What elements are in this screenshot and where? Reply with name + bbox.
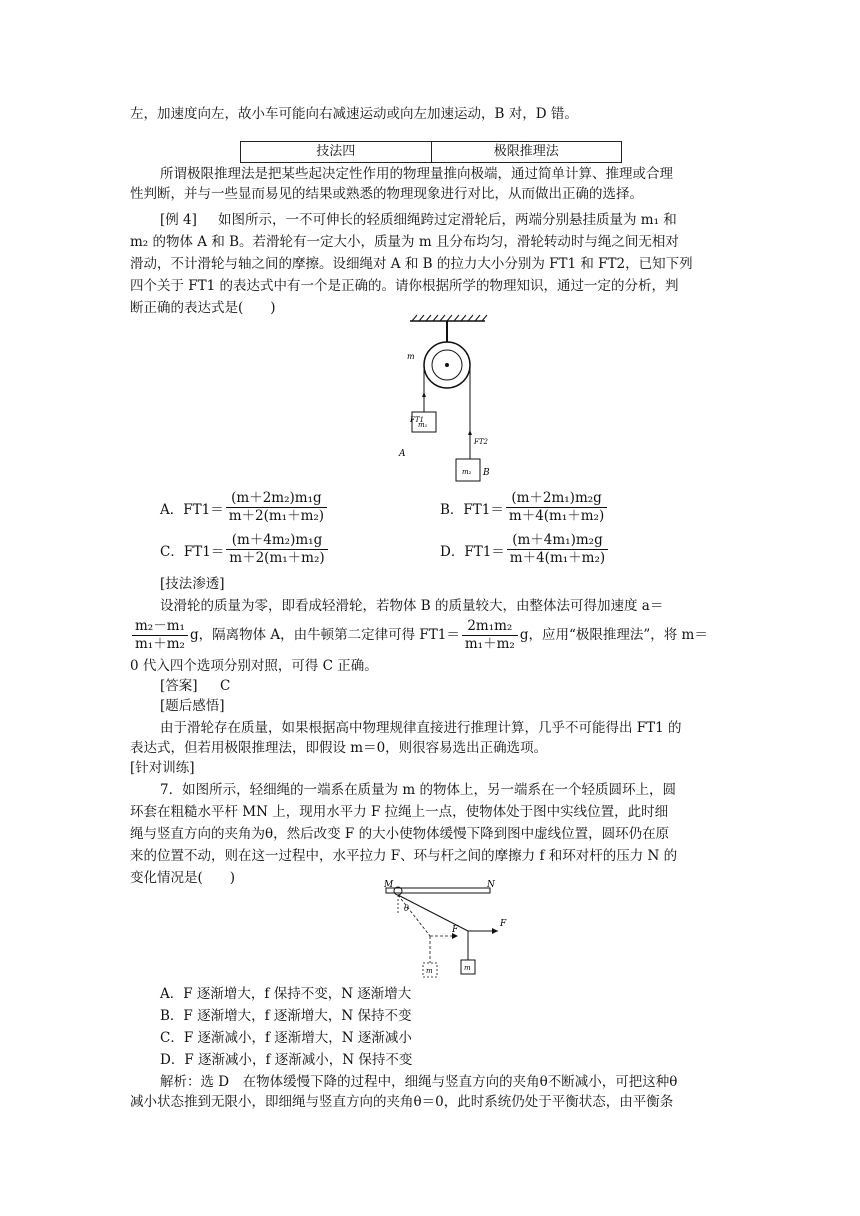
option-d[interactable]: D．F 逐渐减小，f 逐渐减小，N 保持不变 [160,1052,413,1068]
text-line: 左，加速度向左，故小车可能向右减速运动或向左加速运动，B 对，D 错。 [130,106,578,122]
block-a-letter: A [399,449,406,459]
technique-table [240,141,622,163]
technique-name: 极限推理法 [493,144,559,159]
denominator: m＋4(m₁＋m₂) [509,550,606,566]
numerator: 2m₁m₂ [462,618,518,636]
mass-label-dashed: m [426,967,433,975]
example-tag: [例 4] [160,212,197,228]
option-b[interactable] [440,490,609,525]
force-f-solid: F [500,919,507,929]
text-line [130,616,708,654]
answer-tag: [答案] [160,678,198,694]
text-line: 如图所示，一不可伸长的轻质细绳跨过定滑轮后，两端分别悬挂质量为 m₁ 和 [218,212,677,228]
label-n: N [487,880,495,890]
fraction [507,532,608,567]
option-b[interactable]: B．F 逐渐增大，f 逐渐增大，N 保持不变 [160,1008,412,1024]
option-c[interactable] [160,532,330,567]
section-tag: [针对训练] [130,760,195,776]
denominator: m＋4(m₁＋m₂) [508,508,605,524]
block-b-letter: B [483,468,490,478]
text-line: 性判断，并与一些显而易见的结果或熟悉的物理现象进行对比，从而做出正确的选择。 [130,186,643,202]
text-line: 四个关于 FT1 的表达式中有一个是正确的。请你根据所学的物理知识，通过一定的分析，判 [130,278,679,294]
text-line: 设滑轮的质量为零，即看成轻滑轮，若物体 B 的质量较大，由整体法可得加速度 a＝ [160,598,664,614]
text-line: 解析：选 D 在物体缓慢下降的过程中，细绳与竖直方向的夹角θ不断减小，可把这种θ [160,1074,678,1090]
tension-t1-label: FT1 [410,416,424,424]
section-tag: [技法渗透] [160,576,225,592]
text-line: 来的位置不动，则在这一过程中，水平拉力 F、环与杆之间的摩擦力 f 和环对杆的压力 N 的 [130,848,678,864]
denominator: m＋2(m₁＋m₂) [229,550,325,566]
text-line: 所谓极限推理法是把某些起决定性作用的物理量推向极端，通过简单计算、推理或合理 [160,166,673,182]
block-b-mass: m₂ [462,468,472,476]
numerator: (m＋2m₁)m₂g [506,490,607,508]
numerator: (m＋4m₂)m₁g [226,532,327,550]
fraction [226,532,327,567]
block-a-mass: m₁ [418,421,428,429]
mass-label-solid: m [464,964,471,972]
numerator: m₂－m₁ [132,618,188,636]
tension-t2-label: FT2 [474,438,488,446]
ring-rod-figure [380,878,540,983]
numerator: (m＋4m₁)m₂g [507,532,608,550]
text-line: 变化情况是( ) [130,870,236,886]
text-line: 表达式，但若用极限推理法，即假设 m＝0，则很容易选出正确选项。 [130,740,548,756]
pulley-mass-label: m [407,352,415,361]
pulley-figure [395,312,505,487]
denominator: m₁＋m₂ [135,636,185,652]
option-label: B．FT1＝ [440,501,504,518]
text-line: 0 代入四个选项分别对照，可得 C 正确。 [130,658,378,674]
fraction [462,618,518,653]
text-line: 滑动，不计滑轮与轴之间的摩擦。设细绳对 A 和 B 的拉力大小分别为 FT1 和 FT2，已知下列 [130,256,693,272]
option-c[interactable]: C．F 逐渐减小，f 逐渐增大，N 逐渐减小 [160,1030,412,1046]
denominator: m＋2(m₁＋m₂) [228,508,325,524]
angle-theta: θ [404,904,409,913]
text-line: 7．如图所示，轻细绳的一端系在质量为 m 的物体上，另一端系在一个轻质圆环上，圆 [160,782,676,798]
numerator: (m＋2m₂)m₁g [226,490,327,508]
option-a[interactable]: A．F 逐渐增大，f 保持不变，N 逐渐增大 [160,986,412,1002]
denominator: m₁＋m₂ [464,636,515,652]
text-line: 断正确的表达式是( ) [130,300,276,316]
force-f-dashed: F [452,925,459,935]
option-label: A．FT1＝ [160,501,224,518]
fraction [226,490,327,525]
fraction [506,490,607,525]
section-tag: [题后感悟] [160,698,225,714]
text-span: g，隔离物体 A，由牛顿第二定律可得 FT1＝ [189,627,460,643]
option-label: C．FT1＝ [160,543,225,560]
text-span: g，应用“极限推理法”，将 m＝ [519,627,708,643]
text-line: m₂ 的物体 A 和 B。若滑轮有一定大小，质量为 m 且分布均匀，滑轮转动时与绳之间无相对 [130,234,679,250]
text-line: 减小状态推到无限小，即细绳与竖直方向的夹角θ＝0，此时系统仍处于平衡状态，由平衡条 [130,1094,674,1110]
option-label: D．FT1＝ [440,543,505,560]
option-a[interactable] [160,490,329,525]
label-m: M [384,880,394,890]
fraction [132,618,188,653]
text-line: 由于滑轮存在质量，如果根据高中物理规律直接进行推理计算，几乎不可能得出 FT1 的 [160,720,682,736]
answer-value: C [220,678,231,694]
option-d[interactable] [440,532,610,567]
text-line: 环套在粗糙水平杆 MN 上，现用水平力 F 拉绳上一点，使物体处于图中实线位置，此时细 [130,804,669,820]
technique-number: 技法四 [241,142,432,162]
text-line: 绳与竖直方向的夹角为θ，然后改变 F 的大小使物体缓慢下降到图中虚线位置，圆环仍在原 [130,826,670,842]
